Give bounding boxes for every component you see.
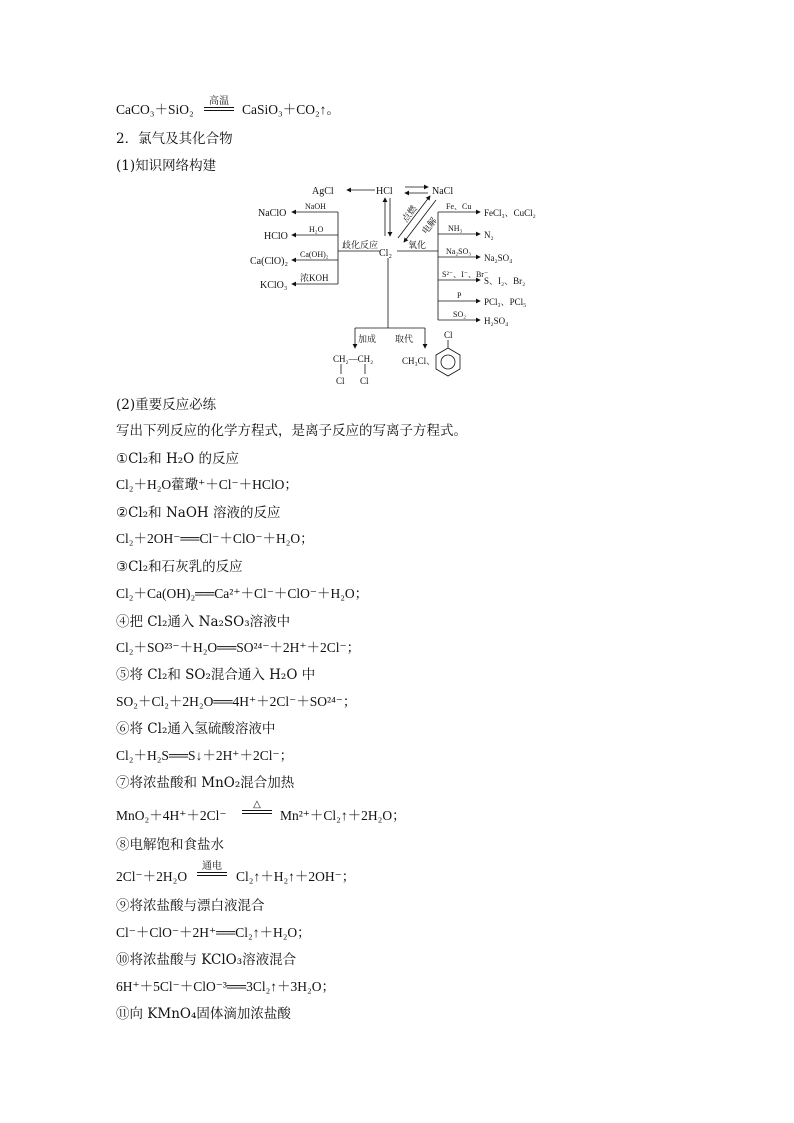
item-equation: 6H⁺＋5Cl⁻＋ClO⁻³══3Cl₂↑＋3H₂O； <box>116 979 335 994</box>
subsection-title-reactions: (2)重要反应必练 <box>116 397 217 413</box>
reagent-s-i-br: S²⁻、I⁻、Br⁻ <box>442 270 489 279</box>
item-title: ①Cl₂和 H₂O 的反应 <box>116 451 239 467</box>
item-title: ④把 Cl₂通入 Na₂SO₃溶液中 <box>116 614 291 630</box>
heat-condition-arrow <box>242 799 272 814</box>
chlorine-network-diagram <box>250 178 560 388</box>
conc-koh-reagent: 浓KOH <box>300 273 329 283</box>
item-title: ⑨将浓盐酸与漂白液混合 <box>116 898 265 914</box>
cl-a-label: Cl <box>336 376 345 386</box>
item-equation: Cl₂＋2OH⁻══Cl⁻＋ClO⁻＋H₂O； <box>116 531 314 546</box>
heat-symbol: △ <box>253 799 261 810</box>
reagent-so2: SO₂ <box>453 310 467 319</box>
hclo-label: HClO <box>264 231 288 242</box>
item-equation-right: Cl₂↑＋H₂↑＋2OH⁻； <box>236 869 356 884</box>
item-equation: Cl₂＋H₂S══S↓＋2H⁺＋2Cl⁻； <box>116 748 294 763</box>
item-title: ②Cl₂和 NaOH 溶液的反应 <box>116 505 281 521</box>
oxidation-label: 氧化 <box>408 240 427 250</box>
substitution-label: 取代 <box>395 334 414 344</box>
product-h2so4: H₂SO₄ <box>484 316 509 326</box>
ignite-label: 点燃 <box>399 203 419 224</box>
item-title: ⑦将浓盐酸和 MnO₂混合加热 <box>116 775 295 791</box>
ch2-ch2-label: CH₂—CH₂ <box>333 354 374 364</box>
product-fecl3: FeCl₃、CuCl₂ <box>484 208 536 218</box>
naoh-reagent: NaOH <box>305 202 326 211</box>
electrify-condition-arrow <box>197 861 227 876</box>
item-equation-left: 2Cl⁻＋2H₂O <box>116 869 188 884</box>
equation-left: CaCO₃＋SiO₂ <box>116 102 194 117</box>
naclo-label: NaClO <box>258 208 287 219</box>
nacl-label: NaCl <box>432 186 454 197</box>
product-s-i2-br2: S、I₂、Br₂ <box>484 276 526 286</box>
section-title: 2．氯气及其化合物 <box>116 131 233 147</box>
kclo3-label: KClO₃ <box>260 280 288 291</box>
item-title: ⑩将浓盐酸与 KClO₃溶液混合 <box>116 952 297 968</box>
electrolysis-label: 电解 <box>419 215 439 236</box>
item-equation-right: Mn²⁺＋Cl₂↑＋2H₂O； <box>280 808 406 823</box>
reagent-na2so3: Na₂SO₃ <box>446 247 472 256</box>
addition-label: 加成 <box>358 334 377 344</box>
disproportionation-label: 歧化反应 <box>342 240 379 250</box>
reagent-nh3: NH₃ <box>448 224 463 233</box>
cl-b-label: Cl <box>360 376 369 386</box>
item-equation: SO₂＋Cl₂＋2H₂O══4H⁺＋2Cl⁻＋SO²⁴⁻； <box>116 694 357 709</box>
reagent-fe-cu: Fe、Cu <box>446 202 472 211</box>
h2o-reagent: H₂O <box>309 225 324 234</box>
item-equation: Cl₂＋SO²³⁻＋H₂O══SO²⁴⁻＋2H⁺＋2Cl⁻； <box>116 640 361 655</box>
condition-label: 高温 <box>209 96 229 107</box>
caclo2-label: Ca(ClO)₂ <box>250 256 288 267</box>
item-title: ⑪向 KMnO₄固体滴加浓盐酸 <box>116 1006 291 1022</box>
hcl-label: HCl <box>376 186 393 197</box>
item-equation: Cl₂＋Ca(OH)₂══Ca²⁺＋Cl⁻＋ClO⁻＋H₂O； <box>116 586 369 601</box>
cl2-center: Cl₂ <box>379 248 392 259</box>
equation-right: CaSiO₃＋CO₂↑。 <box>242 102 340 117</box>
condition-arrow <box>204 96 234 111</box>
product-pcl3: PCl₃、PCl₅ <box>484 297 527 307</box>
agcl-label: AgCl <box>312 186 334 197</box>
item-equation-left: MnO₂＋4H⁺＋2Cl⁻ <box>116 808 227 823</box>
product-na2so4: Na₂SO₄ <box>484 253 513 263</box>
item-title: ⑥将 Cl₂通入氢硫酸溶液中 <box>116 721 276 737</box>
caoh2-reagent: Ca(OH)₂ <box>300 250 329 259</box>
item-equation: Cl₂＋H₂O藿璥⁺＋Cl⁻＋HClO； <box>116 477 298 492</box>
equation-caco3 <box>116 101 194 119</box>
item-title: ⑧电解饱和食盐水 <box>116 837 224 853</box>
item-title: ③Cl₂和石灰乳的反应 <box>116 559 243 575</box>
electrify-label: 通电 <box>202 861 222 872</box>
subsection-title-network: (1)知识网络构建 <box>116 158 217 174</box>
ch3cl-label: CH₃Cl、 <box>402 356 436 366</box>
benzene-cl-label: Cl <box>444 330 453 340</box>
product-n2: N₂ <box>484 230 494 240</box>
instruction-text: 写出下列反应的化学方程式，是离子反应的写离子方程式。 <box>116 423 467 439</box>
item-equation: Cl⁻＋ClO⁻＋2H⁺══Cl₂↑＋H₂O； <box>116 925 311 940</box>
item-title: ⑤将 Cl₂和 SO₂混合通入 H₂O 中 <box>116 667 316 683</box>
reagent-p: P <box>457 291 462 300</box>
